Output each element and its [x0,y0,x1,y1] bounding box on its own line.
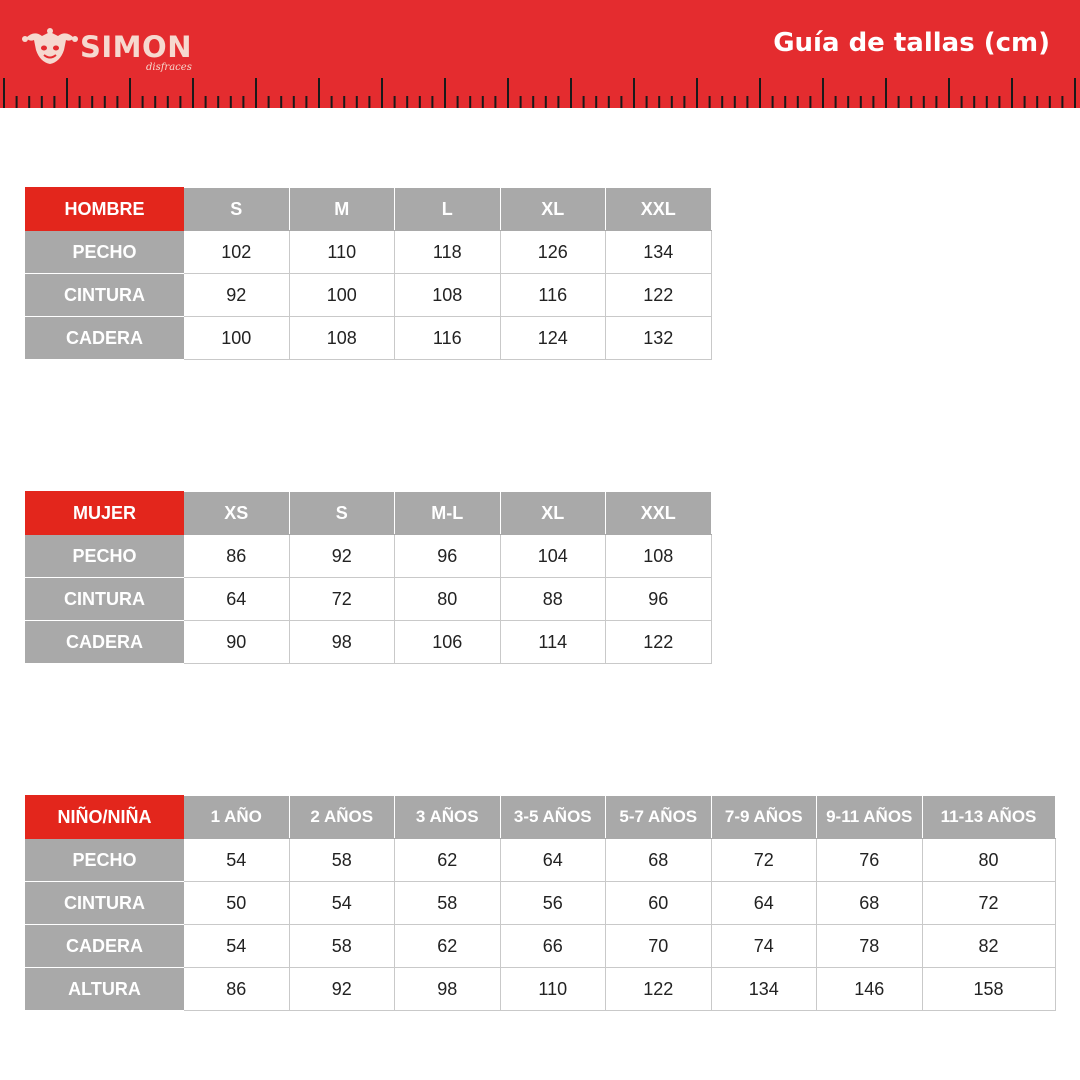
measurement-label: CINTURA [26,274,184,317]
table-row [26,882,1056,925]
page-title: Guía de tallas (cm) [773,28,1050,58]
table-cell: 88 [500,578,606,621]
table-row [26,925,1056,968]
size-column-header: 1 AÑO [184,796,290,839]
table-cell: 80 [395,578,501,621]
size-column-header: L [395,188,501,231]
measurement-label: PECHO [26,535,184,578]
table-cell: 86 [184,535,290,578]
table-cell: 122 [606,274,712,317]
table-label: NIÑO/NIÑA [26,796,184,839]
table-cell: 64 [711,882,817,925]
table-row [26,578,712,621]
size-column-header: 2 AÑOS [289,796,395,839]
table-row [26,621,712,664]
table-row [26,231,712,274]
table-label: HOMBRE [26,188,184,231]
table-cell: 104 [500,535,606,578]
table-cell: 116 [395,317,501,360]
table-cell: 68 [606,839,712,882]
header-banner [0,0,1080,108]
table-cell: 54 [184,839,290,882]
jester-mask-icon [20,28,80,70]
table-cell: 58 [395,882,501,925]
size-column-header: 5-7 AÑOS [606,796,712,839]
table-cell: 86 [184,968,290,1011]
table-cell: 78 [817,925,923,968]
table-cell: 146 [817,968,923,1011]
table-cell: 62 [395,839,501,882]
size-column-header: M-L [395,492,501,535]
table-cell: 82 [922,925,1055,968]
size-column-header: XS [184,492,290,535]
table-cell: 60 [606,882,712,925]
table-cell: 122 [606,621,712,664]
table-header-row [26,188,712,231]
table-cell: 132 [606,317,712,360]
size-column-header: 11-13 AÑOS [922,796,1055,839]
table-cell: 98 [395,968,501,1011]
hombre-size-table [25,187,712,360]
table-cell: 66 [500,925,606,968]
measurement-label: PECHO [26,231,184,274]
table-cell: 110 [500,968,606,1011]
table-cell: 100 [184,317,290,360]
table-cell: 108 [606,535,712,578]
table-cell: 102 [184,231,290,274]
table-cell: 96 [606,578,712,621]
table-cell: 100 [289,274,395,317]
table-cell: 80 [922,839,1055,882]
size-column-header: 9-11 AÑOS [817,796,923,839]
table-cell: 50 [184,882,290,925]
table-cell: 64 [500,839,606,882]
size-column-header: 7-9 AÑOS [711,796,817,839]
measurement-label: PECHO [26,839,184,882]
table-cell: 92 [289,535,395,578]
table-cell: 134 [711,968,817,1011]
size-column-header: 3-5 AÑOS [500,796,606,839]
table-cell: 62 [395,925,501,968]
table-cell: 64 [184,578,290,621]
logo-wordmark: SIMON [80,30,192,64]
table-cell: 74 [711,925,817,968]
table-cell: 114 [500,621,606,664]
logo-subtext: disfraces [146,62,192,73]
size-column-header: 3 AÑOS [395,796,501,839]
table-cell: 68 [817,882,923,925]
measurement-label: CADERA [26,621,184,664]
size-column-header: XL [500,188,606,231]
table-cell: 108 [289,317,395,360]
table-cell: 70 [606,925,712,968]
table-cell: 108 [395,274,501,317]
table-cell: 158 [922,968,1055,1011]
table-cell: 54 [289,882,395,925]
table-cell: 124 [500,317,606,360]
table-header-row [26,492,712,535]
size-column-header: XL [500,492,606,535]
table-cell: 122 [606,968,712,1011]
table-cell: 116 [500,274,606,317]
size-column-header: S [184,188,290,231]
table-cell: 58 [289,925,395,968]
ninos-size-table [25,795,1056,1011]
ruler-decoration [0,76,1080,108]
table-cell: 92 [184,274,290,317]
table-cell: 98 [289,621,395,664]
table-cell: 72 [289,578,395,621]
table-cell: 134 [606,231,712,274]
table-header-row [26,796,1056,839]
table-cell: 54 [184,925,290,968]
table-cell: 76 [817,839,923,882]
size-column-header: XXL [606,492,712,535]
size-column-header: S [289,492,395,535]
table-row [26,535,712,578]
table-cell: 56 [500,882,606,925]
measurement-label: CADERA [26,925,184,968]
table-cell: 110 [289,231,395,274]
mujer-size-table [25,491,712,664]
table-cell: 96 [395,535,501,578]
table-row [26,274,712,317]
simon-logo [20,28,200,76]
table-cell: 126 [500,231,606,274]
table-cell: 58 [289,839,395,882]
measurement-label: ALTURA [26,968,184,1011]
table-cell: 72 [711,839,817,882]
measurement-label: CINTURA [26,578,184,621]
table-cell: 90 [184,621,290,664]
table-row [26,317,712,360]
size-column-header: M [289,188,395,231]
measurement-label: CADERA [26,317,184,360]
table-cell: 118 [395,231,501,274]
table-cell: 72 [922,882,1055,925]
table-cell: 92 [289,968,395,1011]
measurement-label: CINTURA [26,882,184,925]
size-column-header: XXL [606,188,712,231]
table-label: MUJER [26,492,184,535]
table-row [26,839,1056,882]
table-cell: 106 [395,621,501,664]
table-row [26,968,1056,1011]
